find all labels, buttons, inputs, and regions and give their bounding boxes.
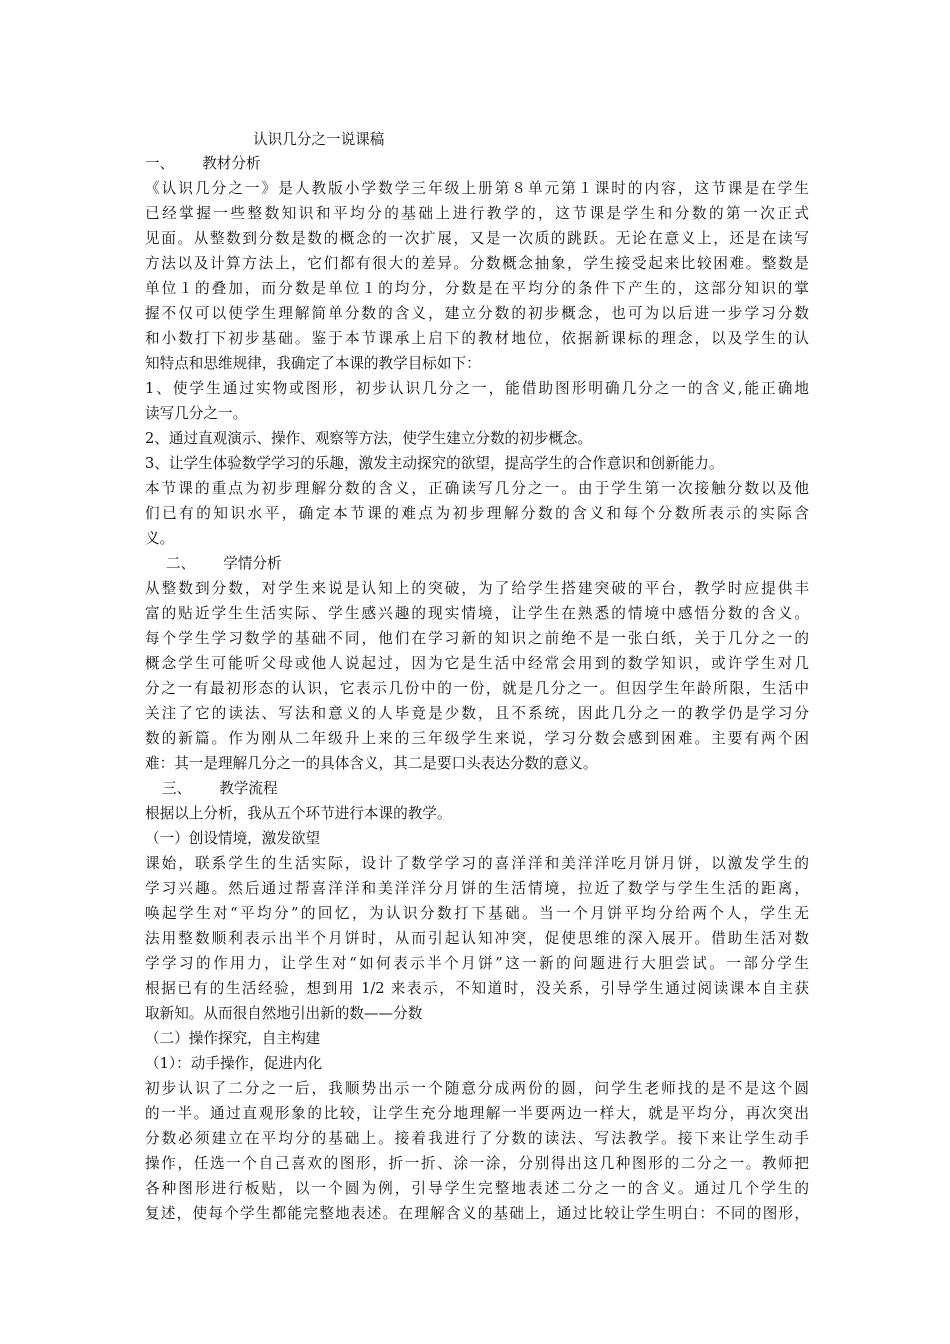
paragraph-line: 学学习的作用力，让学生对“如何表示半个月饼”这一新的问题进行大胆尝试。一部分学生 (145, 955, 809, 972)
paragraph-line: 数的新篇。作为刚从二年级升上来的三年级学生来说，学习分数会感到困难。主要有两个困 (145, 730, 809, 747)
paragraph-line: 初步认识了二分之一后，我顺势出示一个随意分成两份的圆，问学生老师找的是不是这个圆 (145, 1080, 809, 1097)
paragraph-line: 单位１的叠加，而分数是单位１的均分，分数是在平均分的条件下产生的，这部分知识的掌 (145, 280, 809, 297)
paragraph-line: 《认识几分之一》是人教版小学数学三年级上册第８单元第１课时的内容，这节课是在学生 (145, 180, 809, 197)
subsection-heading: （1）：动手操作，促进内化 (145, 1055, 323, 1072)
subsection-heading: （二）操作探究，自主构建 (145, 1030, 321, 1047)
paragraph-line: 课始，联系学生的生活实际，设计了数学学习的喜洋洋和美洋洋吃月饼月饼，以激发学生的 (145, 855, 809, 872)
paragraph-line: 概念学生可能听父母或他人说起过，因为它是生活中经常会用到的数学知识，或许学生对几 (145, 655, 809, 672)
section-title: 教材分析 (202, 155, 261, 172)
paragraph-line: 学习兴趣。然后通过帮喜洋洋和美洋洋分月饼的生活情境，拉近了数学与学生生活的距离， (145, 880, 809, 897)
paragraph-line: 本节课的重点为初步理解分数的含义，正确读写几分之一。由于学生第一次接触分数以及他 (145, 480, 809, 497)
section-heading-1 (145, 152, 261, 173)
paragraph-line: 义。 (145, 530, 175, 547)
section-heading-2 (166, 552, 282, 573)
subsection-heading: （一）创设情境，激发欲望 (145, 830, 321, 847)
paragraph-line: 唤起学生对“平均分”的回忆，为认识分数打下基础。当一个月饼平均分给两个人，学生无 (145, 905, 809, 922)
section-number: 二、 (166, 555, 196, 572)
paragraph-line: 的一半。通过直观形象的比较，让学生充分地理解一半要两边一样大，就是平均分，再次突出 (145, 1105, 809, 1122)
section-heading-3 (162, 777, 278, 798)
section-number: 一、 (145, 155, 175, 172)
section-title: 学情分析 (223, 555, 282, 572)
objective-item-3: 3、让学生体验数学学习的乐趣，激发主动探究的欲望，提高学生的合作意识和创新能力。 (145, 455, 724, 472)
paragraph-line: 分之一有最初形态的认识，它表示几份中的一份，就是几分之一。但因学生年龄所限，生活中 (145, 680, 809, 697)
paragraph-line: 各种图形进行板贴，以一个圆为例，引导学生完整地表述二分之一的含义。通过几个学生的 (145, 1180, 809, 1197)
section-number: 三、 (162, 780, 192, 797)
paragraph-line: 复述，使每个学生都能完整地表述。在理解含义的基础上，通过比较让学生明白：不同的图形， (145, 1205, 809, 1222)
paragraph-line: 见面。从整数到分数是数的概念的一次扩展，又是一次质的跳跃。无论在意义上，还是在读写 (145, 230, 809, 247)
objective-item-1: 1、使学生通过实物或图形，初步认识几分之一，能借助图形明确几分之一的含义,能正确地 (145, 380, 809, 397)
paragraph-line: 难：其一是理解几分之一的具体含义，其二是要口头表达分数的意义。 (145, 755, 598, 772)
paragraph-line: 握不仅可以使学生理解简单分数的含义，建立分数的初步概念，也可为以后进一步学习分数 (145, 305, 809, 322)
paragraph-line: 操作，任选一个自己喜欢的图形，折一折、涂一涂，分别得出这几种图形的二分之一。教师把 (145, 1155, 809, 1172)
paragraph-line: 法用整数顺利表示出半个月饼时，从而引起认知冲突，促使思维的深入展开。借助生活对数 (145, 930, 809, 947)
paragraph-line: 已经掌握一些整数知识和平均分的基础上进行教学的，这节课是学生和分数的第一次正式 (145, 205, 809, 222)
paragraph-line: 分数必须建立在平均分的基础上。接着我进行了分数的读法、写法教学。接下来让学生动手 (145, 1130, 809, 1147)
paragraph-line: 根据以上分析，我从五个环节进行本课的教学。 (145, 805, 452, 822)
paragraph-line: 富的贴近学生生活实际、学生感兴趣的现实情境，让学生在熟悉的情境中感悟分数的含义。 (145, 605, 809, 622)
objective-item-2: 2、通过直观演示、操作、观察等方法，使学生建立分数的初步概念。 (145, 430, 593, 447)
paragraph-line: 们已有的知识水平，确定本节课的难点为初步理解分数的含义和每个分数所表示的实际含 (145, 505, 809, 522)
paragraph-line: 取新知。从而很自然地引出新的数——分数 (145, 1005, 423, 1022)
paragraph-line: 和小数打下初步基础。鉴于本节课承上启下的教材地位，依据新课标的理念，以及学生的认 (145, 330, 809, 347)
document-title: 认识几分之一说课稿 (253, 131, 385, 148)
section-title: 教学流程 (219, 780, 278, 797)
paragraph-line: 每个学生学习数学的基础不同，他们在学习新的知识之前绝不是一张白纸，关于几分之一的 (145, 630, 809, 647)
paragraph-line: 根据已有的生活经验，想到用 1/2 来表示，不知道时，没关系，引导学生通过阅读课本自主获 (145, 980, 809, 997)
paragraph-line: 方法以及计算方法上，它们都有很大的差异。分数概念抽象，学生接受起来比较困难。整数是 (145, 255, 809, 272)
paragraph-line: 关注了它的读法、写法和意义的人毕竟是少数，且不系统，因此几分之一的教学仍是学习分 (145, 705, 809, 722)
paragraph-line: 从整数到分数，对学生来说是认知上的突破，为了给学生搭建突破的平台，教学时应提供丰 (145, 580, 809, 597)
paragraph-line: 读写几分之一。 (145, 405, 248, 422)
paragraph-line: 知特点和思维规律，我确定了本课的教学目标如下： (145, 355, 481, 372)
